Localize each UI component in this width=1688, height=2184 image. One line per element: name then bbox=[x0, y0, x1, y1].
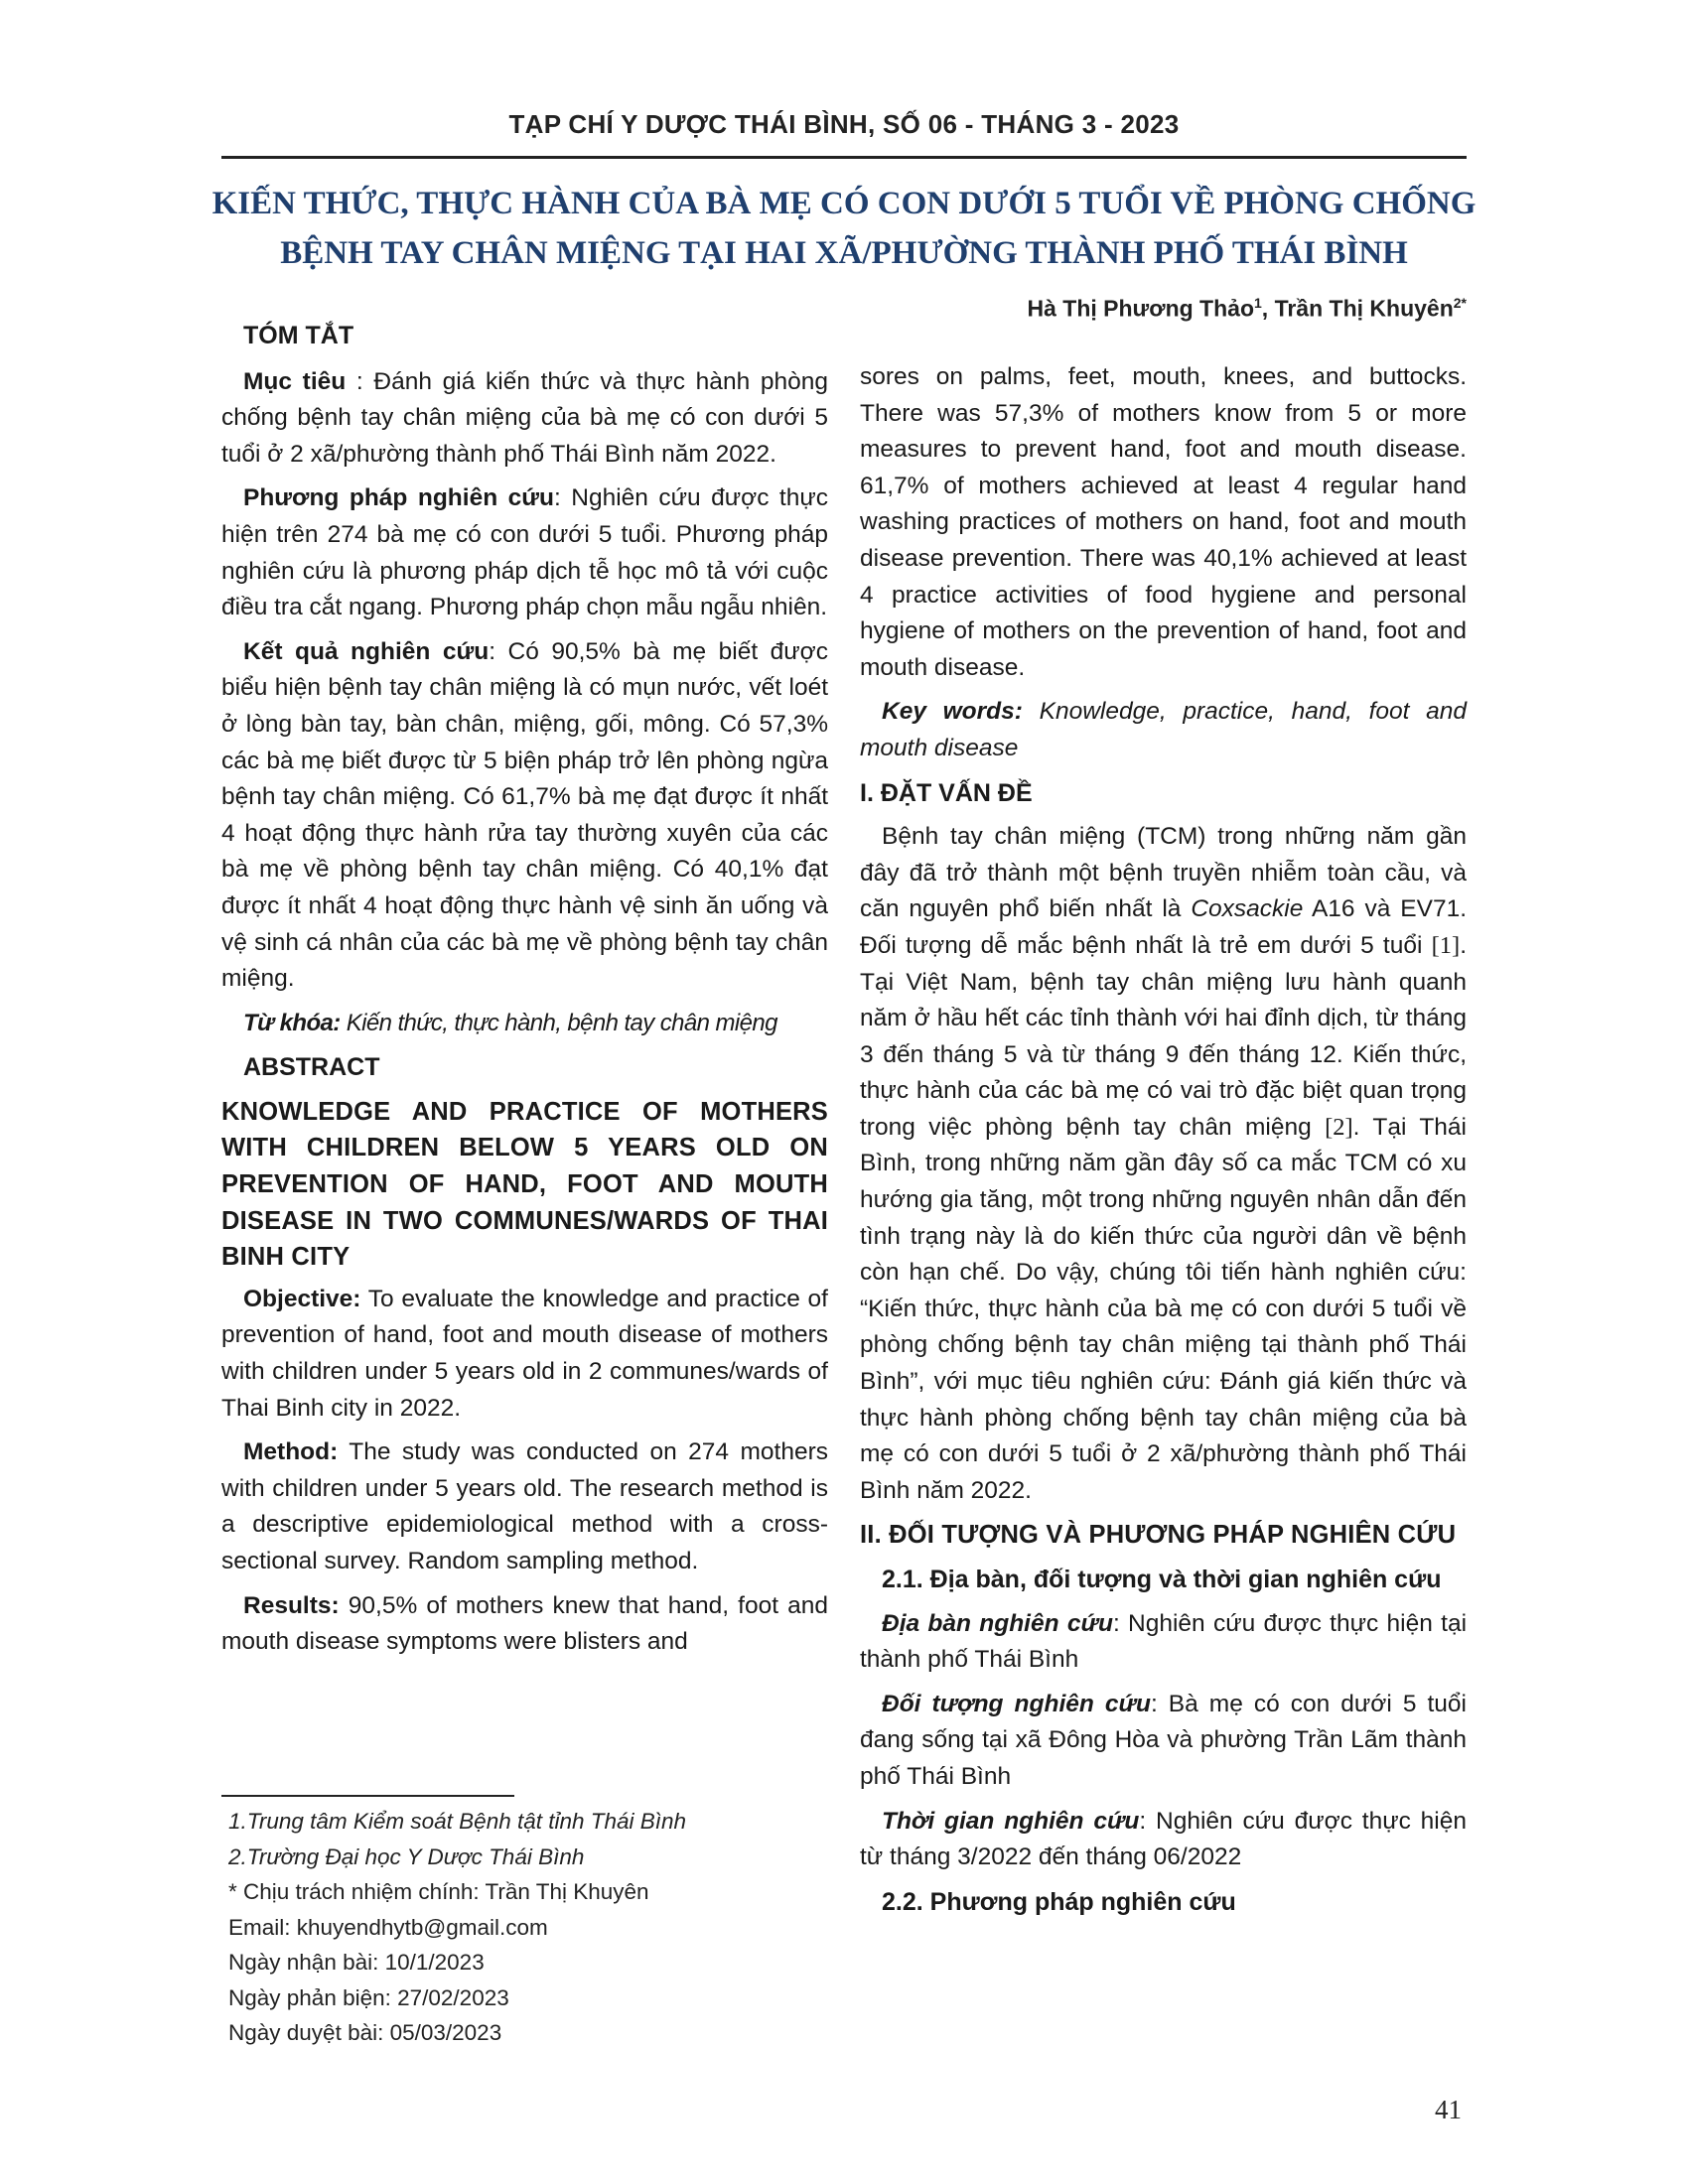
abstract-heading: ABSTRACT bbox=[243, 1053, 380, 1082]
date-accepted: Ngày duyệt bài: 05/03/2023 bbox=[228, 2020, 502, 2045]
summary-objective-text: : Đánh giá kiến thức và thực hành phòng chống bệnh tay chân miệng của bà mẹ có con dưới 5 tuổi ở 2 xã/phường thành phố Thái Bình năm 2022. bbox=[221, 367, 828, 468]
virus-name: Coxsackie bbox=[1191, 895, 1304, 923]
summary-keywords-label: Từ khóa: bbox=[243, 1009, 341, 1036]
summary-method bbox=[221, 480, 828, 625]
left-column bbox=[221, 318, 828, 1669]
journal-header: TẠP CHÍ Y DƯỢC THÁI BÌNH, SỐ 06 - THÁNG 3 - 2023 bbox=[508, 109, 1180, 139]
abstract-method-label: Method: bbox=[243, 1438, 339, 1466]
study-area-label: Địa bàn nghiên cứu bbox=[882, 1609, 1113, 1637]
study-subject-label: Đối tượng nghiên cứu bbox=[882, 1690, 1151, 1717]
summary-keywords-text: Kiến thức, thực hành, bệnh tay chân miệng bbox=[340, 1009, 777, 1036]
right-column bbox=[860, 359, 1467, 1928]
study-time bbox=[860, 1804, 1467, 1876]
abstract-objective bbox=[221, 1282, 828, 1427]
study-area-text: : Nghiên cứu được thực hiện tại thành phố Thái Bình bbox=[860, 1609, 1468, 1674]
abstract-objective-label: Objective: bbox=[243, 1285, 361, 1312]
summary-heading: TÓM TẮT bbox=[243, 322, 354, 349]
study-subject-text: : Bà mẹ có con dưới 5 tuổi đang sống tại xã Đông Hòa và phường Trần Lãm thành phố Thái Bình bbox=[860, 1690, 1467, 1790]
author-1-affiliation: 1 bbox=[1254, 295, 1262, 311]
affiliation-2: 2.Trường Đại học Y Dược Thái Bình bbox=[228, 1843, 585, 1869]
study-time-text: : Nghiên cứu được thực hiện từ tháng 3/2022 đến tháng 06/2022 bbox=[860, 1807, 1467, 1871]
citation-1: [1] bbox=[1431, 931, 1461, 959]
abstract-keywords-label: Key words: bbox=[882, 698, 1023, 726]
abstract-title: KNOWLEDGE AND PRACTICE OF MOTHERS WITH CHILDREN BELOW 5 YEARS OLD ON PREVENTION OF HAND, FOOT AND MOUTH DISEASE IN TWO COMMUNES/WARDS OF THAI BINH CITY bbox=[221, 1097, 828, 1272]
abstract-results-continued: sores on palms, feet, mouth, knees, and buttocks. There was 57,3% of mothers know from 5 or more measures to prevent hand, foot and mouth disease. 61,7% of mothers achieved at least 4 regular hand washing practices of mothers on hand, foot and mouth disease prevention. There was 40,1% achieved at least 4 practice activities of food hygiene and personal hygiene of mothers on the prevention of hand, foot and mouth disease. bbox=[860, 363, 1467, 681]
article-title bbox=[199, 179, 1489, 278]
section-1-paragraph bbox=[860, 819, 1467, 1509]
section-2-heading: II. ĐỐI TƯỢNG VÀ PHƯƠNG PHÁP NGHIÊN CỨU bbox=[860, 1521, 1457, 1550]
title-line-2: BỆNH TAY CHÂN MIỆNG TẠI HAI XÃ/PHƯỜNG THÀNH PHỐ THÁI BÌNH bbox=[280, 235, 1408, 271]
abstract-method bbox=[221, 1434, 828, 1579]
citation-2: [2] bbox=[1325, 1113, 1353, 1141]
author-separator: , bbox=[1261, 295, 1275, 322]
study-subject bbox=[860, 1687, 1467, 1796]
date-reviewed: Ngày phản biện: 27/02/2023 bbox=[228, 1984, 509, 2010]
summary-method-text: : Nghiên cứu được thực hiện trên 274 bà mẹ có con dưới 5 tuổi. Phương pháp nghiên cứu là phương pháp dịch tễ học mô tả với cuộc điều tra cắt ngang. Phương pháp chọn mẫu ngẫu nhiên. bbox=[221, 484, 828, 621]
summary-results bbox=[221, 634, 828, 998]
abstract-keywords bbox=[860, 694, 1467, 766]
footnotes bbox=[228, 1804, 824, 2051]
abstract-method-text: The study was conducted on 274 mothers with children under 5 years old. The research method is a descriptive epidemiological method with a cross-sectional survey. Random sampling method. bbox=[221, 1438, 828, 1574]
section-1-text-c: . Tại Việt Nam, bệnh tay chân miệng lưu hành quanh năm ở hầu hết các tỉnh thành với hai đỉnh dịch, từ tháng 3 đến tháng 5 và từ tháng 9 đến tháng 12. Kiến thức, thực hành của các bà mẹ có vai trò đặc biệt quan trọng trong việc phòng bệnh tay chân miệng bbox=[860, 931, 1467, 1141]
author-email: Email: khuyendhytb@gmail.com bbox=[228, 1914, 548, 1940]
abstract-objective-text: To evaluate the knowledge and practice of prevention of hand, foot and mouth disease of mothers with children under 5 years old in 2 communes/wards of Thai Binh city in 2022. bbox=[221, 1285, 828, 1422]
summary-objective-label: Mục tiêu bbox=[243, 367, 347, 395]
study-time-label: Thời gian nghiên cứu bbox=[882, 1807, 1140, 1835]
subsection-2-2-heading: 2.2. Phương pháp nghiên cứu bbox=[882, 1887, 1236, 1916]
corresponding-author: * Chịu trách nhiệm chính: Trần Thị Khuyên bbox=[228, 1879, 649, 1904]
subsection-2-1-heading: 2.1. Địa bàn, đối tượng và thời gian nghiên cứu bbox=[882, 1566, 1442, 1593]
abstract-keywords-text: Knowledge, practice, hand, foot and mouth disease bbox=[860, 698, 1468, 761]
author-2: Trần Thị Khuyên bbox=[1274, 295, 1454, 322]
abstract-results-start bbox=[221, 1588, 828, 1661]
date-received: Ngày nhận bài: 10/1/2023 bbox=[228, 1950, 485, 1975]
summary-results-text: : Có 90,5% bà mẹ biết được biểu hiện bệnh tay chân miệng là có mụn nước, vết loét ở lòng bàn tay, bàn chân, miệng, gối, mông. Có 57,3% các bà mẹ biết được từ 5 biện pháp trở lên phòng ngừa bệnh tay chân miệng. Có 61,7% bà mẹ đạt được ít nhất 4 hoạt động thực hành rửa tay thường xuyên của các bà mẹ về phòng bệnh tay chân miệng. Có 40,1% đạt được ít nhất 4 hoạt động thực hành vệ sinh ăn uống và vệ sinh cá nhân của các bà mẹ về phòng bệnh tay chân miệng. bbox=[221, 637, 828, 993]
abstract-results-text-left: 90,5% of mothers knew that hand, foot and mouth disease symptoms were blisters and bbox=[221, 1591, 828, 1656]
author-list bbox=[1028, 295, 1468, 323]
author-1: Hà Thị Phương Thảo bbox=[1027, 295, 1254, 322]
title-line-1: KIẾN THỨC, THỰC HÀNH CỦA BÀ MẸ CÓ CON DƯỚI 5 TUỔI VỀ PHÒNG CHỐNG bbox=[211, 186, 1477, 221]
affiliation-1: 1.Trung tâm Kiểm soát Bệnh tật tỉnh Thái Bình bbox=[228, 1809, 687, 1834]
summary-method-label: Phương pháp nghiên cứu bbox=[243, 484, 554, 512]
page-number: 41 bbox=[1435, 2095, 1462, 2124]
section-1-text-d: . Tại Thái Bình, trong những năm gần đây số ca mắc TCM có xu hướng gia tăng, một trong những nguyên nhân dẫn đến tình trạng này là do kiến thức của người dân về bệnh còn hạn chế. Do vậy, chúng tôi tiến hành nghiên cứu: “Kiến thức, thực hành của bà mẹ có con dưới 5 tuổi về phòng chống bệnh tay chân miệng tại thành phố Thái Bình”, với mục tiêu nghiên cứu: Đánh giá kiến thức và thực hành phòng chống bệnh tay chân miệng của bà mẹ có con dưới 5 tuổi ở 2 xã/phường thành phố Thái Bình năm 2022. bbox=[860, 1113, 1468, 1504]
author-2-affiliation: 2* bbox=[1453, 295, 1467, 311]
section-1-heading: I. ĐẶT VẤN ĐỀ bbox=[860, 778, 1033, 807]
summary-results-label: Kết quả nghiên cứu bbox=[243, 637, 490, 665]
section-1-text-b: A16 và EV71. Đối tượng dễ mắc bệnh nhất là trẻ em dưới 5 tuổi bbox=[860, 895, 1467, 959]
footnote-rule bbox=[221, 1795, 514, 1797]
header-rule bbox=[221, 156, 1467, 159]
abstract-results-label: Results: bbox=[243, 1591, 340, 1619]
summary-objective bbox=[221, 364, 828, 474]
summary-keywords bbox=[243, 1006, 828, 1042]
study-area bbox=[860, 1606, 1467, 1679]
section-1-text-a: Bệnh tay chân miệng (TCM) trong những năm gần đây đã trở thành một bệnh truyền nhiễm toàn cầu, và căn nguyên phổ biến nhất là bbox=[860, 823, 1467, 923]
